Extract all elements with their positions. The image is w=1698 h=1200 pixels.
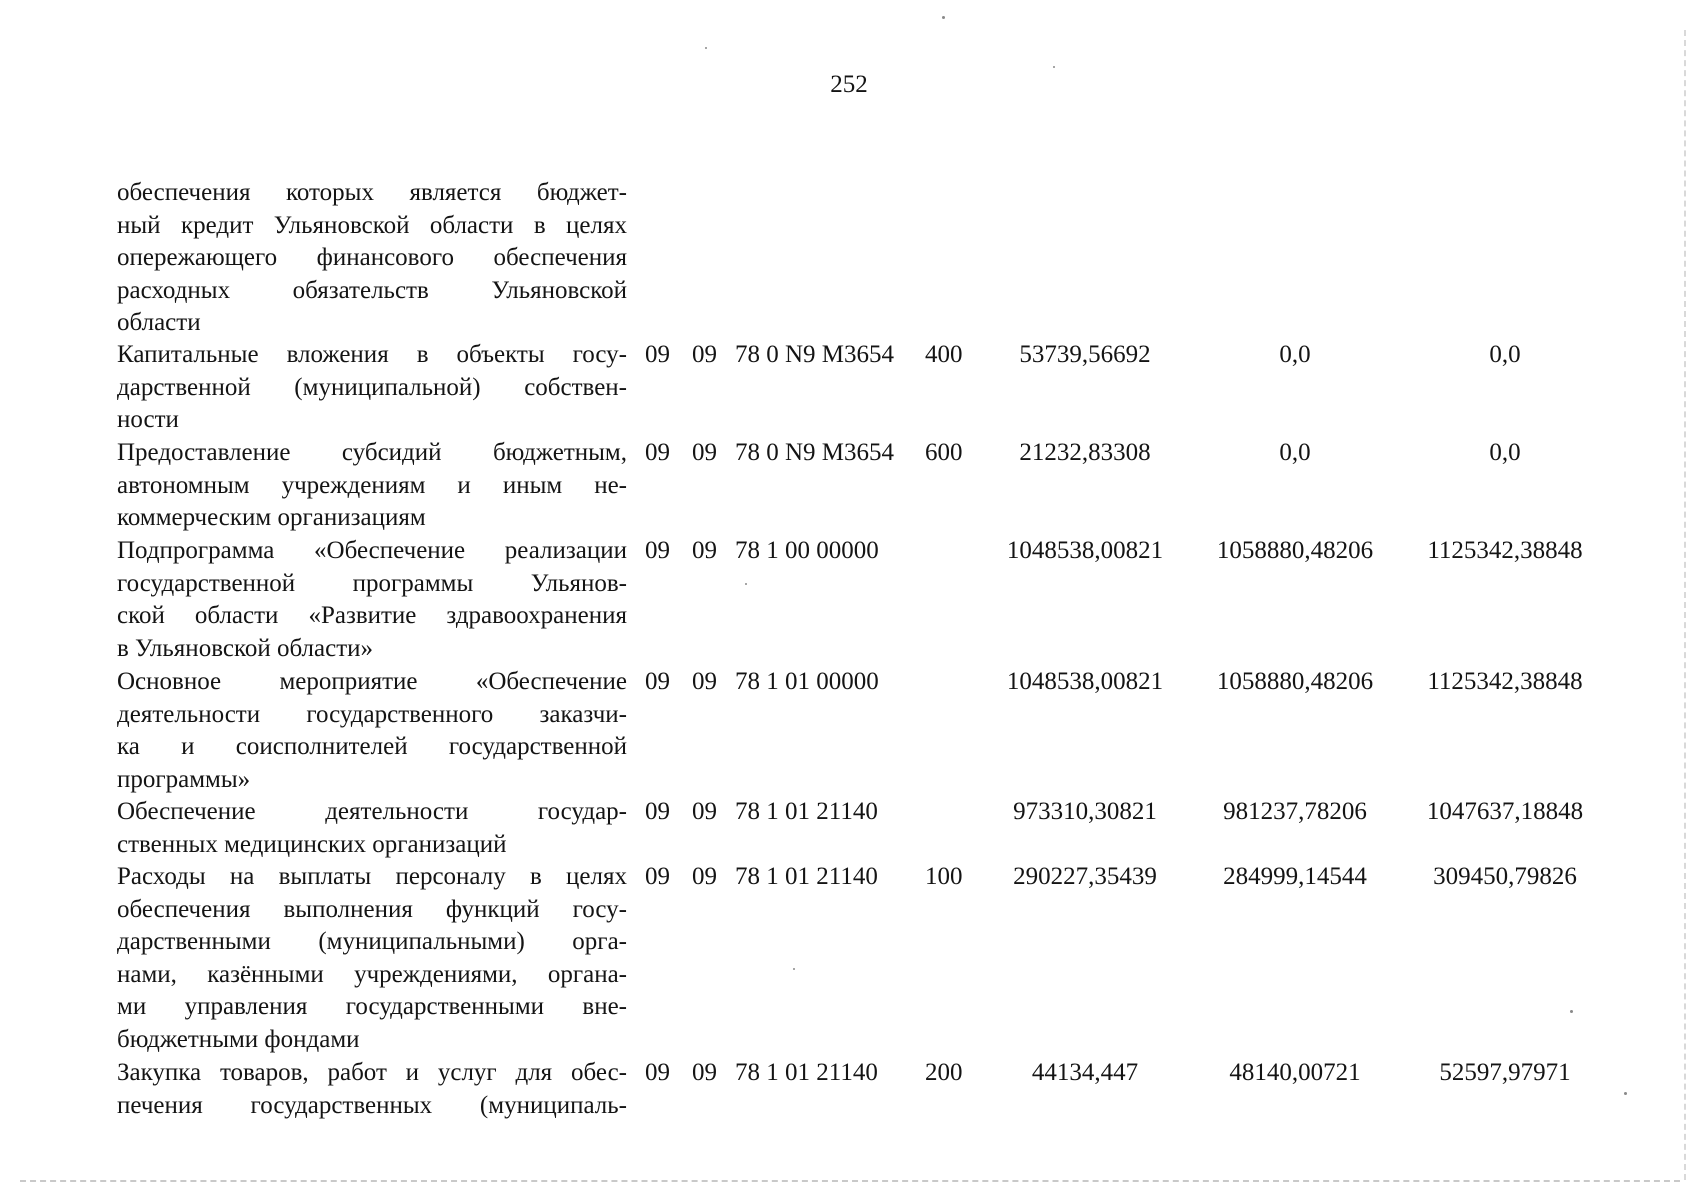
description-line: ка и соисполнителей государственной: [117, 733, 627, 760]
description-line: ности: [117, 406, 179, 433]
amount-year3-cell: 0,0: [1489, 341, 1521, 368]
continuation-line: ный кредит Ульяновской области в целях: [117, 211, 627, 239]
description-line: дарственными (муниципальными) орга-: [117, 928, 627, 955]
description-line: ми управления государственными вне-: [117, 993, 627, 1020]
row-description: [117, 1057, 627, 1122]
amount-year1-cell: 290227,35439: [1013, 863, 1157, 890]
razdel-cell: 09: [645, 537, 670, 564]
description-line: печения государственных (муниципаль-: [117, 1091, 627, 1119]
row-description: [117, 535, 627, 665]
row-description: [117, 437, 627, 535]
amount-year1-cell: 1048538,00821: [1006, 537, 1164, 564]
continuation-text: [117, 177, 627, 340]
amount-year3-cell: 1125342,38848: [1427, 537, 1583, 564]
row-description: [117, 339, 627, 437]
scan-speck: [705, 47, 707, 49]
amount-year2-cell: 1058880,48206: [1216, 668, 1374, 695]
expense-type-cell: 100: [925, 863, 963, 890]
description-line: Обеспечение деятельности государ-: [117, 798, 627, 825]
podrazdel-cell: 09: [692, 341, 717, 368]
description-line: программы»: [117, 765, 251, 793]
description-line: автономным учреждениям и иным не-: [117, 471, 627, 499]
podrazdel-cell: 09: [692, 537, 717, 564]
amount-year2-cell: 1058880,48206: [1216, 537, 1374, 564]
amount-year1-cell: 973310,30821: [1013, 798, 1157, 825]
amount-year3-cell: 52597,97971: [1439, 1059, 1571, 1086]
scan-speck: [745, 583, 747, 585]
row-description: [117, 861, 627, 1056]
podrazdel-cell: 09: [692, 863, 717, 890]
amount-year3-cell: 1047637,18848: [1426, 798, 1584, 825]
continuation-line: опережающего финансового обеспечения: [117, 244, 627, 271]
description-line: в Ульяновской области»: [117, 634, 374, 662]
row-description: [117, 796, 627, 861]
amount-year1-cell: 44134,447: [1031, 1059, 1139, 1086]
description-line: государственной программы Ульянов-: [117, 569, 627, 597]
podrazdel-cell: 09: [692, 1059, 717, 1086]
target-article-cell: 78 0 N9 M3654: [735, 341, 895, 368]
continuation-line: расходных обязательств Ульяновской: [117, 276, 627, 304]
description-line: бюджетными фондами: [117, 1025, 360, 1053]
scan-speck: [1624, 1092, 1627, 1095]
description-line: деятельности государственного заказчи-: [117, 700, 627, 728]
amount-year2-cell: 48140,00721: [1229, 1059, 1361, 1086]
description-line: Закупка товаров, работ и услуг для обес-: [117, 1059, 627, 1086]
razdel-cell: 09: [645, 439, 670, 466]
amount-year2-cell: 981237,78206: [1223, 798, 1367, 825]
amount-year3-cell: 0,0: [1489, 439, 1521, 466]
target-article-cell: 78 1 00 00000: [735, 537, 879, 564]
amount-year3-cell: 309450,79826: [1433, 863, 1577, 890]
target-article-cell: 78 1 01 00000: [735, 668, 879, 695]
amount-year2-cell: 0,0: [1279, 341, 1311, 368]
description-line: Основное мероприятие «Обеспечение: [117, 668, 627, 695]
podrazdel-cell: 09: [692, 668, 717, 695]
row-description: [117, 666, 627, 796]
podrazdel-cell: 09: [692, 439, 717, 466]
description-line: коммерческим организациям: [117, 504, 426, 531]
razdel-cell: 09: [645, 798, 670, 825]
description-line: Капитальные вложения в объекты госу-: [117, 341, 627, 368]
amount-year3-cell: 1125342,38848: [1427, 668, 1583, 695]
amount-year1-cell: 21232,83308: [1019, 439, 1151, 466]
scan-speck: [1053, 66, 1055, 68]
description-line: Предоставление субсидий бюджетным,: [117, 439, 627, 466]
scan-edge-bottom: [20, 1180, 1680, 1182]
description-line: дарственной (муниципальной) собствен-: [117, 373, 627, 401]
continuation-line: обеспечения которых является бюджет-: [117, 179, 627, 206]
scan-speck: [793, 968, 795, 970]
amount-year2-cell: 284999,14544: [1223, 863, 1367, 890]
description-line: ственных медицинских организаций: [117, 830, 507, 858]
podrazdel-cell: 09: [692, 798, 717, 825]
description-line: Расходы на выплаты персоналу в целях: [117, 863, 627, 890]
target-article-cell: 78 1 01 21140: [735, 798, 878, 825]
target-article-cell: 78 1 01 21140: [735, 1059, 878, 1086]
continuation-line: области: [117, 309, 201, 336]
target-article-cell: 78 0 N9 M3654: [735, 439, 895, 466]
razdel-cell: 09: [645, 341, 670, 368]
description-line: обеспечения выполнения функций госу-: [117, 895, 627, 923]
razdel-cell: 09: [645, 863, 670, 890]
expense-type-cell: 200: [925, 1059, 963, 1086]
amount-year2-cell: 0,0: [1279, 439, 1311, 466]
amount-year1-cell: 1048538,00821: [1006, 668, 1164, 695]
amount-year1-cell: 53739,56692: [1019, 341, 1151, 368]
expense-type-cell: 400: [925, 341, 963, 368]
scan-speck: [1570, 1010, 1573, 1013]
expense-type-cell: 600: [925, 439, 963, 466]
target-article-cell: 78 1 01 21140: [735, 863, 878, 890]
page-number: 252: [830, 71, 868, 98]
description-line: нами, казёнными учреждениями, органа-: [117, 960, 627, 988]
description-line: Подпрограмма «Обеспечение реализации: [117, 537, 627, 564]
scan-speck: [942, 16, 945, 19]
scan-edge-right: [1684, 30, 1686, 1180]
razdel-cell: 09: [645, 668, 670, 695]
razdel-cell: 09: [645, 1059, 670, 1086]
description-line: ской области «Развитие здравоохранения: [117, 602, 627, 629]
